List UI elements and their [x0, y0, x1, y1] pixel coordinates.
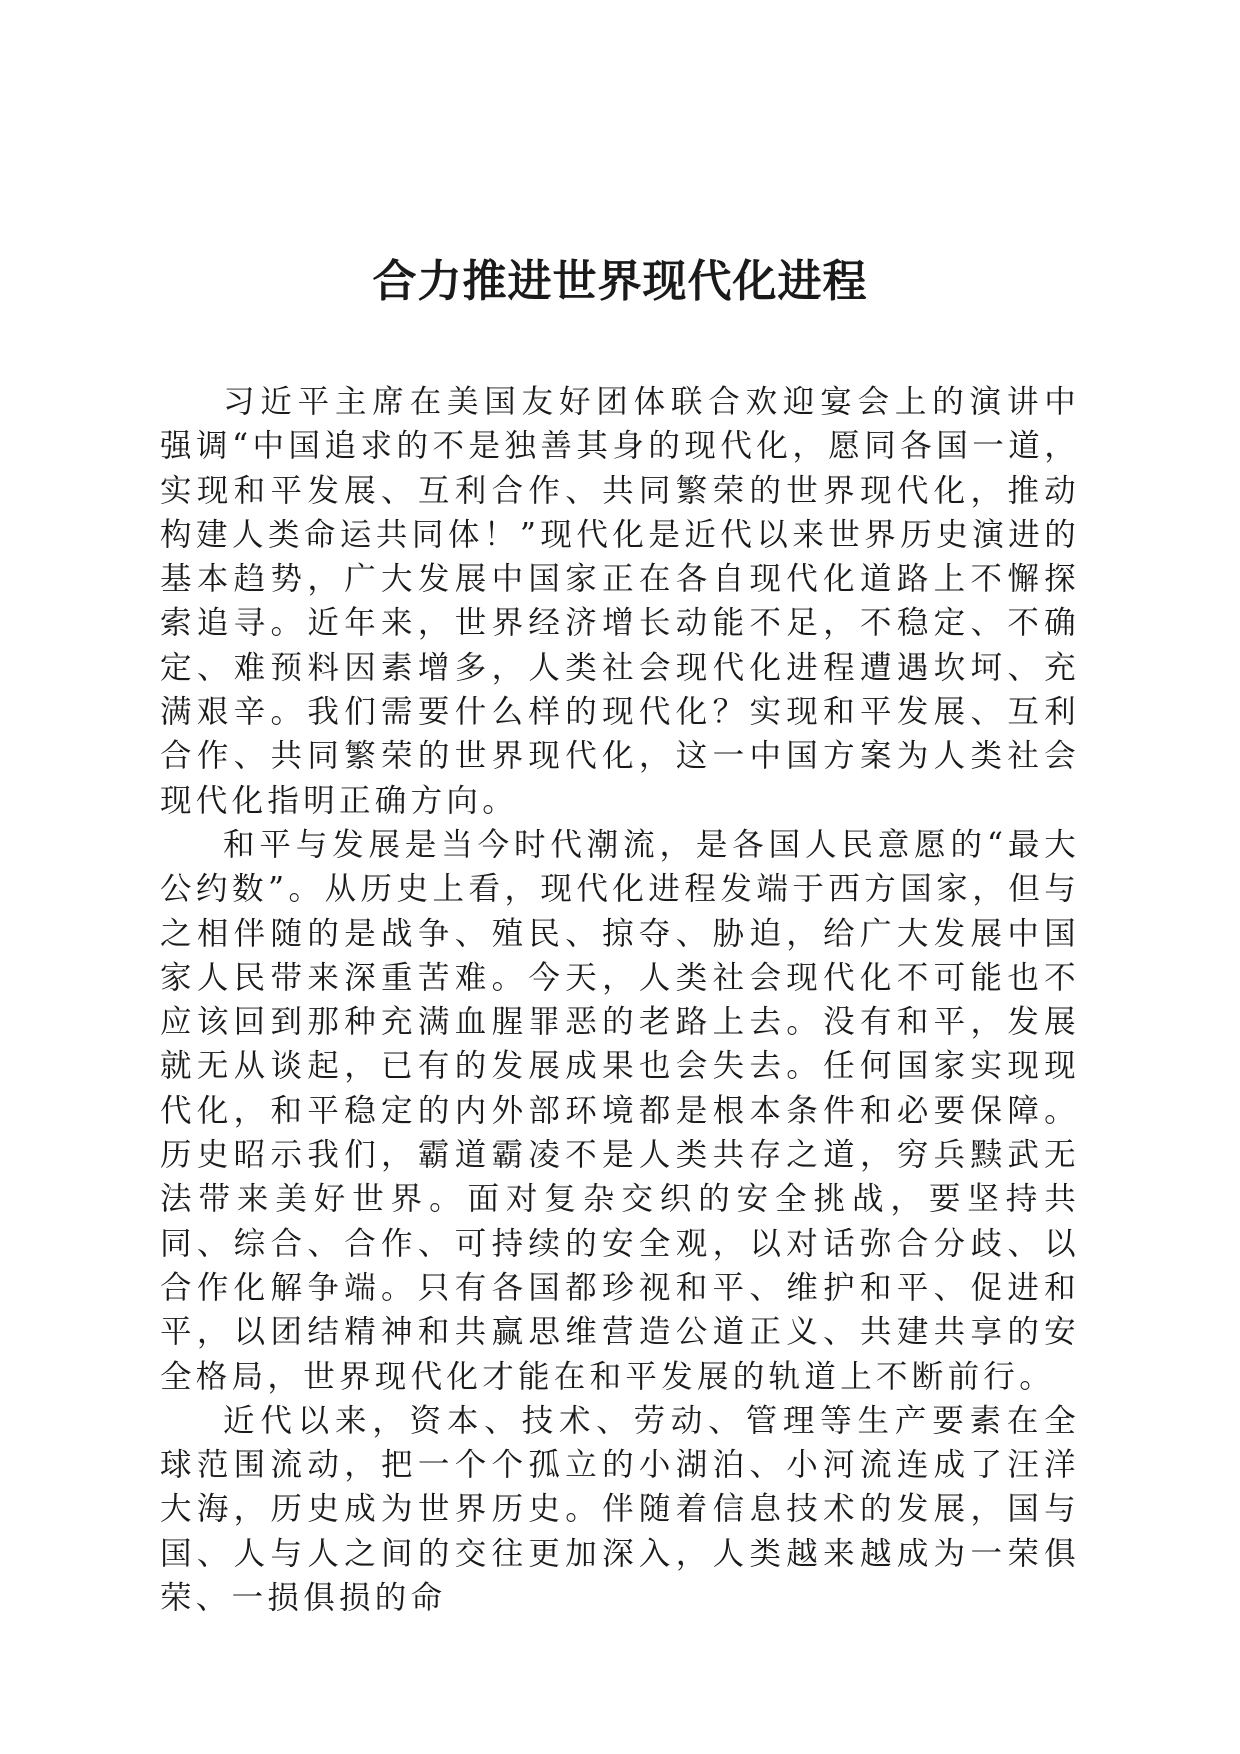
document-body [160, 380, 1080, 1620]
document-title: 合力推进世界现代化进程 [372, 256, 868, 307]
paragraph: 习近平主席在美国友好团体联合欢迎宴会上的演讲中强调“中国追求的不是独善其身的现代化，愿同各国一道，实现和平发展、互利合作、共同繁荣的世界现代化，推动构建人类命运共同体！”现代化是近代以来世界历史演进的基本趋势，广大发展中国家正在各自现代化道路上不懈探索追寻。近年来，世界经济增长动能不足，不稳定、不确定、难预料因素增多，人类社会现代化进程遭遇坎坷、充满艰辛。我们需要什么样的现代化？实现和平发展、互利合作、共同繁荣的世界现代化，这一中国方案为人类社会现代化指明正确方向。 [160, 384, 1080, 819]
paragraph: 和平与发展是当今时代潮流，是各国人民意愿的“最大公约数”。从历史上看，现代化进程发端于西方国家，但与之相伴随的是战争、殖民、掠夺、胁迫，给广大发展中国家人民带来深重苦难。今天，人类社会现代化不可能也不应该回到那种充满血腥罪恶的老路上去。没有和平，发展就无从谈起，已有的发展成果也会失去。任何国家实现现代化，和平稳定的内外部环境都是根本条件和必要保障。历史昭示我们，霸道霸凌不是人类共存之道，穷兵黩武无法带来美好世界。面对复杂交织的安全挑战，要坚持共同、综合、合作、可持续的安全观，以对话弥合分歧、以合作化解争端。只有各国都珍视和平、维护和平、促进和平，以团结精神和共赢思维营造公道正义、共建共享的安全格局，世界现代化才能在和平发展的轨道上不断前行。 [160, 826, 1080, 1395]
paragraph: 近代以来，资本、技术、劳动、管理等生产要素在全球范围流动，把一个个孤立的小湖泊、小河流连成了汪洋大海，历史成为世界历史。伴随着信息技术的发展，国与国、人与人之间的交往更加深入，人类越来越成为一荣俱荣、一损俱损的命 [160, 1402, 1080, 1617]
